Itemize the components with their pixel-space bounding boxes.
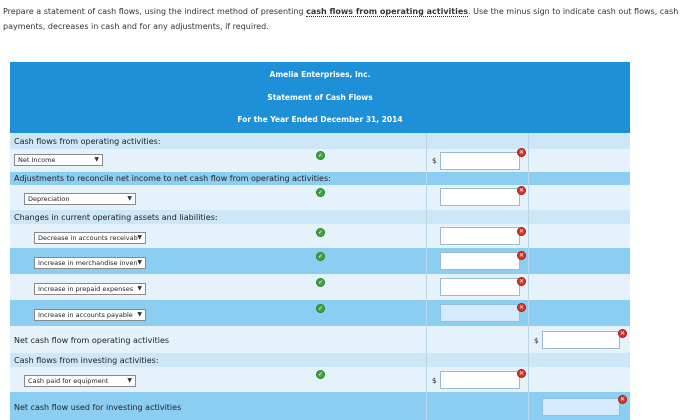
checkmark-icon: ✓ <box>317 371 324 378</box>
checkmark-icon: ✓ <box>317 305 324 312</box>
depreciation-select[interactable] <box>24 193 136 205</box>
investing-activities-row <box>10 353 630 367</box>
receivable-select[interactable] <box>34 232 146 244</box>
instructions-part2: . Use the minus sign to indicate cash out flows, cash payments, decreases in cash and for any adjustments, if required. <box>3 7 679 31</box>
checkmark-icon: ✓ <box>317 229 324 236</box>
x-mark-icon: ✕ <box>518 304 525 311</box>
operating-activities-label: Cash flows from operating activities: <box>14 137 161 146</box>
column-divider <box>426 133 427 420</box>
payable-select[interactable] <box>34 309 146 321</box>
receivable-select-value: Decrease in accounts receivab <box>38 234 138 242</box>
prepaid-select-value: Increase in prepaid expenses <box>38 285 134 293</box>
merchandise-select-value: Increase in merchandise inven <box>38 259 138 267</box>
payable-amount-input[interactable] <box>440 304 520 322</box>
merchandise-amount-input[interactable] <box>440 252 520 270</box>
x-mark-icon: ✕ <box>518 370 525 377</box>
instructions-part1: Prepare a statement of cash flows, using the indirect method of presenting <box>3 7 307 16</box>
adjustments-row <box>10 172 630 185</box>
changes-row <box>10 210 630 224</box>
changes-label: Changes in current operating assets and liabilities: <box>14 213 218 222</box>
adjustments-label: Adjustments to reconcile net income to net cash flow from operating activities: <box>14 174 331 183</box>
prepaid-row <box>10 274 630 300</box>
currency-symbol: $ <box>432 157 437 165</box>
cash-flow-statement <box>10 62 630 420</box>
currency-symbol: $ <box>432 377 437 385</box>
net-investing-label: Net cash flow used for investing activities <box>14 403 182 412</box>
operating-activities-row <box>10 133 630 149</box>
equipment-select[interactable] <box>24 375 136 387</box>
checkmark-icon: ✓ <box>317 253 324 260</box>
prepaid-amount-input[interactable] <box>440 278 520 296</box>
company-name: Amelia Enterprises, Inc. <box>269 70 371 79</box>
x-mark-icon: ✕ <box>518 252 525 259</box>
chevron-down-icon: ▼ <box>94 156 99 163</box>
net-operating-label: Net cash flow from operating activities <box>14 336 170 345</box>
chevron-down-icon: ▼ <box>137 285 142 292</box>
checkmark-icon: ✓ <box>317 279 324 286</box>
payable-select-value: Increase in accounts payable <box>38 311 133 319</box>
checkmark-icon: ✓ <box>317 152 324 159</box>
x-mark-icon: ✕ <box>518 187 525 194</box>
statement-header <box>10 62 630 133</box>
chevron-down-icon: ▼ <box>137 311 142 318</box>
column-divider <box>528 133 529 420</box>
x-mark-icon: ✕ <box>619 396 626 403</box>
chevron-down-icon: ▼ <box>127 195 132 202</box>
x-mark-icon: ✕ <box>518 278 525 285</box>
receivable-row <box>10 224 630 248</box>
prepaid-select[interactable] <box>34 283 146 295</box>
instructions-text <box>3 4 693 34</box>
merchandise-select[interactable] <box>34 257 146 269</box>
equipment-amount-input[interactable] <box>440 371 520 389</box>
checkmark-icon: ✓ <box>317 189 324 196</box>
currency-symbol: $ <box>534 337 539 345</box>
depreciation-select-value: Depreciation <box>28 195 70 203</box>
receivable-amount-input[interactable] <box>440 227 520 245</box>
merchandise-row <box>10 248 630 274</box>
net-income-row <box>10 149 630 172</box>
net-investing-row <box>10 392 630 420</box>
instructions-link[interactable]: cash flows from operating activities <box>306 7 469 16</box>
payable-row <box>10 300 630 326</box>
net-income-select[interactable] <box>14 154 103 166</box>
net-income-amount-input[interactable] <box>440 152 520 170</box>
chevron-down-icon: ▼ <box>137 259 142 266</box>
statement-period: For the Year Ended December 31, 2014 <box>237 115 403 124</box>
equipment-select-value: Cash paid for equipment <box>28 377 109 385</box>
net-income-select-value: Net Income <box>18 156 56 164</box>
depreciation-row <box>10 185 630 210</box>
net-investing-amount-input[interactable] <box>542 398 620 416</box>
equipment-row <box>10 367 630 392</box>
net-operating-amount-input[interactable] <box>542 331 620 349</box>
statement-title: Statement of Cash Flows <box>267 93 373 102</box>
depreciation-amount-input[interactable] <box>440 188 520 206</box>
x-mark-icon: ✕ <box>619 330 626 337</box>
x-mark-icon: ✕ <box>518 228 525 235</box>
chevron-down-icon: ▼ <box>127 377 132 384</box>
net-operating-row <box>10 326 630 353</box>
investing-activities-label: Cash flows from investing activities: <box>14 356 159 365</box>
chevron-down-icon: ▼ <box>137 234 142 241</box>
x-mark-icon: ✕ <box>518 149 525 156</box>
